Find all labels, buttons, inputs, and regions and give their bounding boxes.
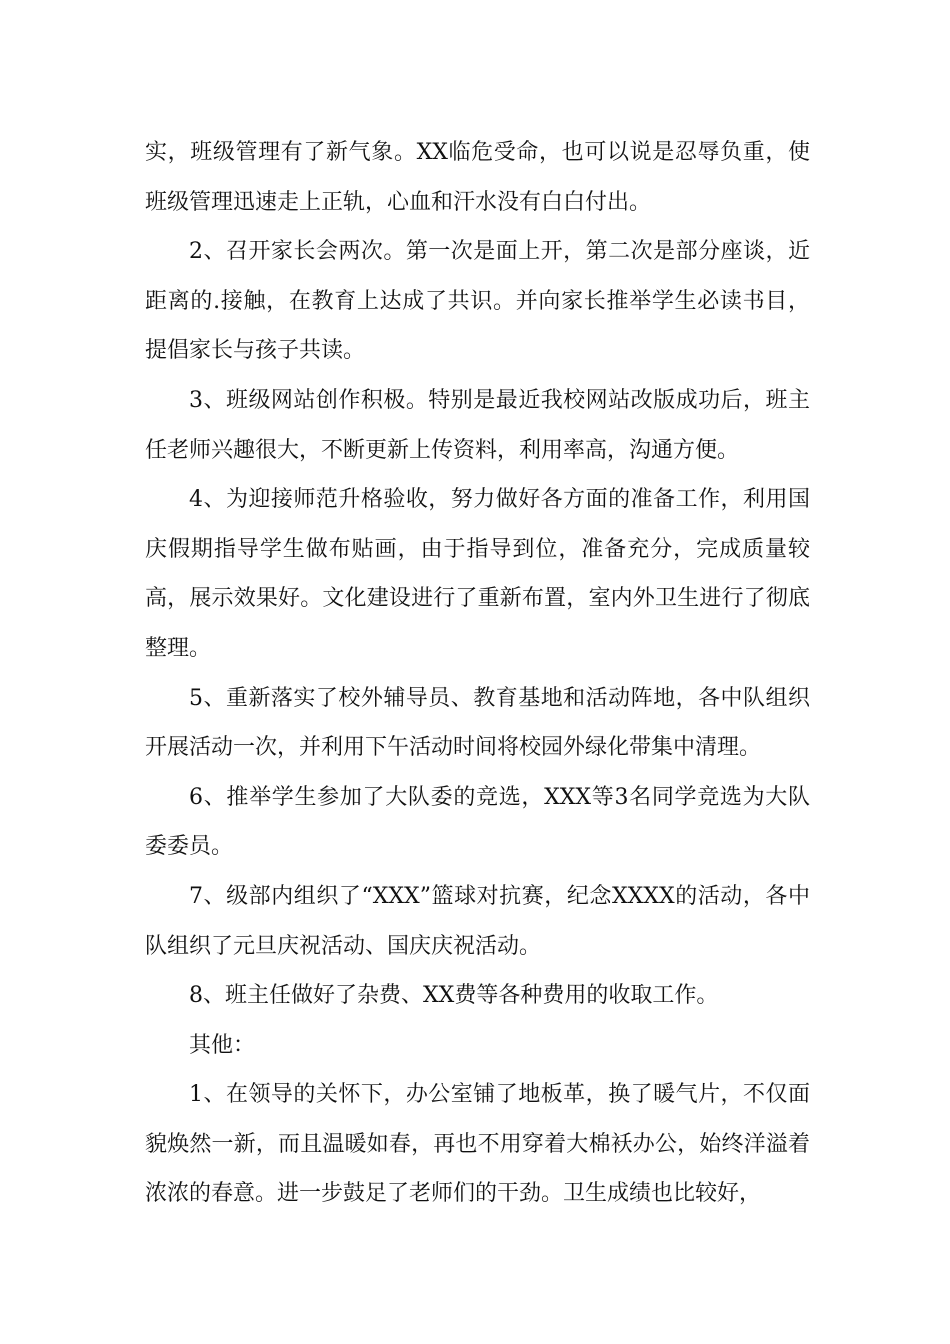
paragraph-2: 2、召开家长会两次。第一次是面上开，第二次是部分座谈，近距离的.接触，在教育上达成了共识。并向家长推举学生必读书目，提倡家长与孩子共读。: [145, 239, 810, 364]
paragraph-4: 4、为迎接师范升格验收，努力做好各方面的准备工作，利用国庆假期指导学生做布贴画，由于指导到位，准备充分，完成质量较高，展示效果好。文化建设进行了重新布置，室内外卫生进行了彻底整理。: [145, 487, 810, 661]
paragraph-1: 实，班级管理有了新气象。XX临危受命，也可以说是忍辱负重，使班级管理迅速走上正轨，心血和汗水没有白白付出。: [145, 140, 810, 215]
paragraph-5: 5、重新落实了校外辅导员、教育基地和活动阵地，各中队组织开展活动一次，并利用下午活动时间将校园外绿化带集中清理。: [145, 685, 810, 761]
document-body: [145, 128, 810, 1219]
paragraph-7: 7、级部内组织了“XXX”篮球对抗赛，纪念XXXX的活动，各中队组织了元旦庆祝活动、国庆庆祝活动。: [145, 883, 810, 959]
paragraph-3: 3、班级网站创作积极。特别是最近我校网站改版成功后，班主任老师兴趣很大，不断更新上传资料，利用率高，沟通方便。: [145, 387, 810, 463]
paragraph-10: 1、在领导的关怀下，办公室铺了地板革，换了暖气片，不仅面貌焕然一新，而且温暖如春，再也不用穿着大棉袄办公，始终洋溢着浓浓的春意。进一步鼓足了老师们的干劲。卫生成绩也比较好，: [145, 1082, 810, 1207]
paragraph-9: 其他：: [189, 1032, 256, 1058]
paragraph-8: 8、班主任做好了杂费、XX费等各种费用的收取工作。: [189, 983, 719, 1009]
paragraph-6: 6、推举学生参加了大队委的竞选，XXX等3名同学竞选为大队委委员。: [145, 784, 810, 860]
